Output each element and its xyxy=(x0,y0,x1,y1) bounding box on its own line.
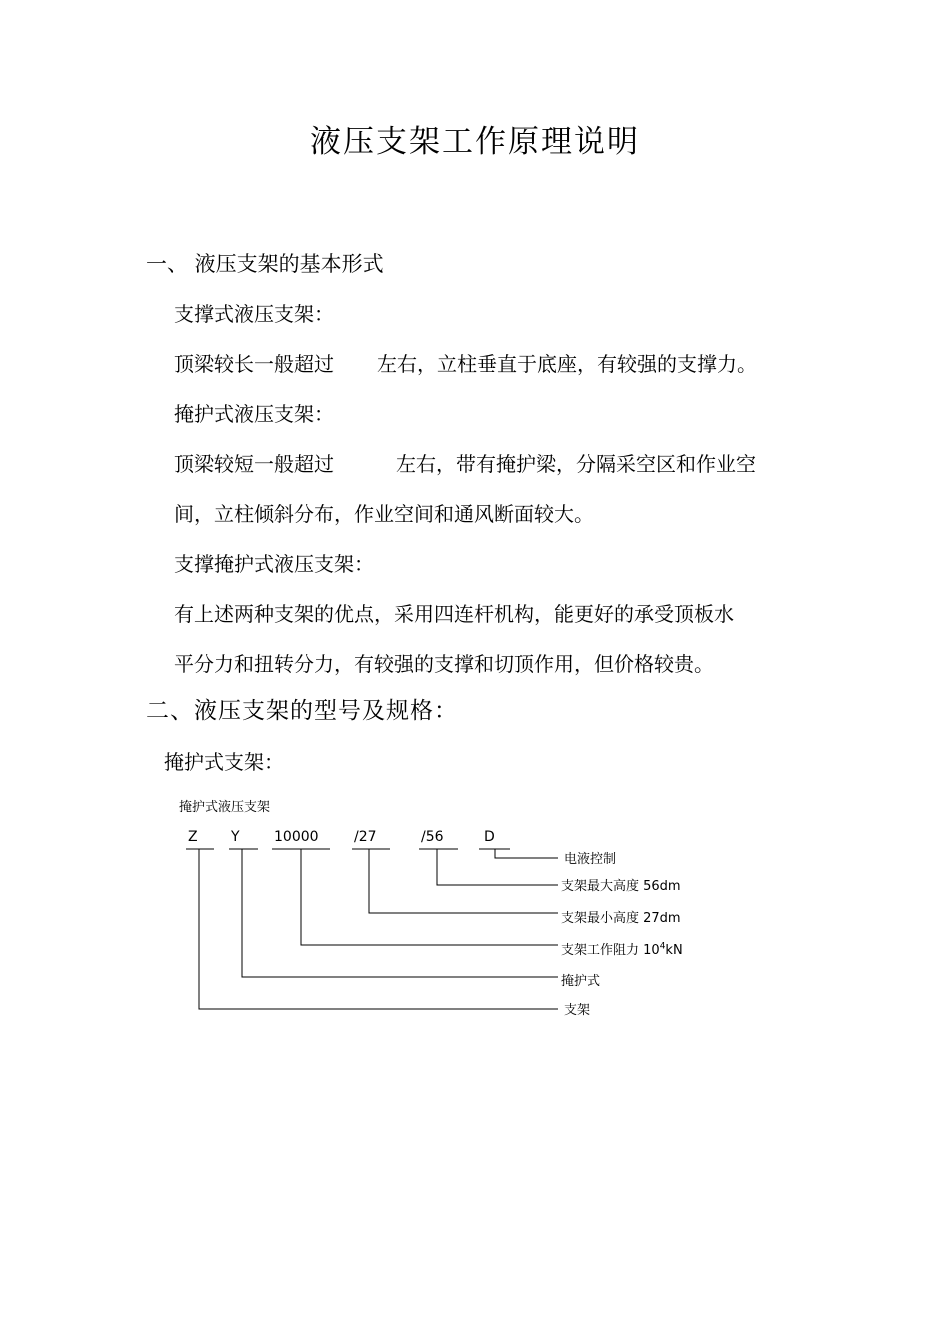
label-resistance-exponent: 4 xyxy=(659,941,666,952)
model-code-diagram xyxy=(170,790,730,1030)
type3-desc-line2: 平分力和扭转分力，有较强的支撑和切顶作用，但价格较贵。 xyxy=(174,652,714,676)
label-resistance-unit: kN xyxy=(665,943,683,958)
section1-heading: 一、 液压支架的基本形式 xyxy=(146,252,384,276)
label-shield: 掩护式 xyxy=(561,974,601,989)
leader-resistance xyxy=(301,849,558,945)
page-title: 液压支架工作原理说明 xyxy=(310,124,640,160)
leader-support xyxy=(199,849,558,1009)
leader-max-height xyxy=(437,849,558,885)
label-min-height: 支架最小高度 27dm xyxy=(561,911,681,926)
type2-desc-part-a: 顶梁较短一般超过 xyxy=(174,452,334,476)
type2-desc-line2: 间，立柱倾斜分布，作业空间和通风断面较大。 xyxy=(174,502,594,526)
type2-label: 掩护式液压支架： xyxy=(174,402,334,426)
code-z: Z xyxy=(188,829,198,845)
code-control: D xyxy=(484,829,495,845)
type1-label: 支撑式液压支架： xyxy=(174,302,334,326)
leader-min-height xyxy=(369,849,558,913)
type1-desc-part-b: 左右，立柱垂直于底座，有较强的支撑力。 xyxy=(377,352,757,376)
leader-control xyxy=(495,849,558,858)
code-min-height: /27 xyxy=(354,829,377,845)
code-max-height: /56 xyxy=(421,829,444,845)
section2-subheading: 掩护式支架： xyxy=(164,750,284,774)
type1-desc-part-a: 顶梁较长一般超过 xyxy=(174,352,334,376)
label-resistance xyxy=(561,939,683,958)
type3-desc: 有上述两种支架的优点，采用四连杆机构，能更好的承受顶板水 xyxy=(174,602,734,626)
label-support: 支架 xyxy=(564,1003,591,1018)
type2-desc-part-b: 左右，带有掩护梁，分隔采空区和作业空 xyxy=(396,452,756,476)
type2-desc xyxy=(174,448,756,477)
code-resistance: 10000 xyxy=(274,829,319,845)
section2-heading: 二、液压支架的型号及规格： xyxy=(146,698,458,724)
diagram-caption: 掩护式液压支架 xyxy=(179,800,271,815)
type3-label: 支撑掩护式液压支架： xyxy=(174,552,374,576)
type1-desc xyxy=(174,348,757,377)
label-control: 电液控制 xyxy=(564,852,617,867)
label-max-height: 支架最大高度 56dm xyxy=(561,879,681,894)
code-y: Y xyxy=(231,829,240,845)
label-resistance-prefix: 支架工作阻力 10 xyxy=(561,943,660,958)
